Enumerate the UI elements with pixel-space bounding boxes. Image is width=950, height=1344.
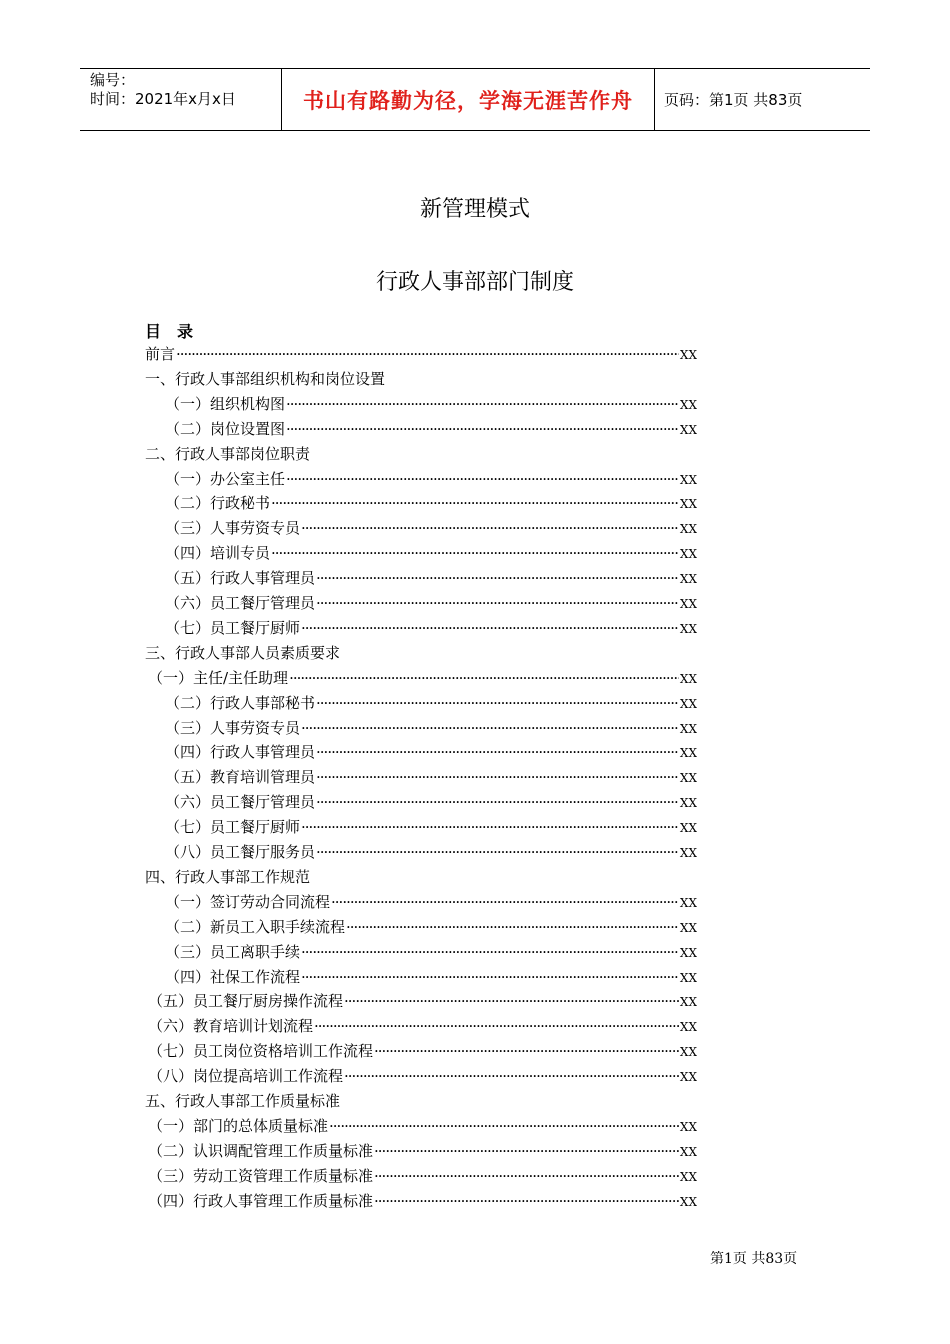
toc-entry-label: （三）人事劳资专员 (165, 718, 301, 737)
toc-entry[interactable] (148, 1164, 697, 1188)
toc-leader-dots (316, 790, 679, 814)
toc-entry-label: （七）员工岗位资格培训工作流程 (148, 1042, 374, 1061)
toc-entry-page: XX (679, 1194, 697, 1209)
toc-leader-dots (374, 1039, 679, 1063)
toc-entry-label: （二）岗位设置图 (165, 419, 286, 438)
toc-entry-label: （四）培训专员 (165, 544, 271, 563)
toc-entry[interactable] (165, 890, 697, 914)
toc-entry[interactable] (165, 790, 697, 814)
toc-entry-page: XX (679, 497, 697, 512)
toc-entry-label: 前言 (145, 345, 176, 363)
toc-heading: 目 录 (145, 322, 194, 341)
toc-entry-label: （三）人事劳资专员 (165, 519, 301, 538)
toc-leader-dots (286, 417, 679, 441)
toc-entry-label: （一）办公室主任 (165, 469, 286, 488)
toc-entry-label: （七）员工餐厅厨师 (165, 618, 301, 637)
toc-entry[interactable] (148, 1064, 697, 1088)
time-label: 时间：2021年x月x日 (90, 90, 236, 108)
toc-entry[interactable] (148, 989, 697, 1013)
toc-entry-page: XX (679, 696, 697, 711)
toc-leader-dots (301, 616, 679, 640)
toc-entry[interactable] (165, 915, 697, 939)
toc-entry-label: （二）行政秘书 (165, 494, 271, 513)
toc-leader-dots (271, 541, 679, 565)
toc-leader-dots (316, 591, 679, 615)
header-divider (654, 69, 655, 130)
toc-entry-label: （一）部门的总体质量标准 (148, 1116, 329, 1135)
toc-entry-label: （二）行政人事部秘书 (165, 693, 316, 712)
number-label: 编号： (90, 71, 136, 89)
toc-entry-page: XX (679, 895, 697, 910)
toc-entry-label: （五）行政人事管理员 (165, 569, 316, 588)
toc-entry[interactable] (165, 541, 697, 565)
toc-entry-page: XX (679, 422, 697, 437)
toc-leader-dots (316, 765, 679, 789)
toc-leader-dots (286, 467, 679, 491)
toc-entry-label: （六）教育培训计划流程 (148, 1017, 314, 1036)
toc-entry-page: XX (679, 1144, 697, 1159)
toc-entry-page: XX (679, 472, 697, 487)
toc-leader-dots (374, 1189, 679, 1213)
toc-entry-label: （一）主任/主任助理 (148, 668, 289, 687)
toc-entry-page: XX (679, 796, 697, 811)
toc-entry-label: （一）签订劳动合同流程 (165, 892, 331, 911)
toc-leader-dots (329, 1114, 679, 1138)
toc-entry-label: （三）员工离职手续 (165, 942, 301, 961)
toc-leader-dots (301, 516, 679, 540)
toc-entry[interactable] (165, 516, 697, 540)
toc-entry-label: （四）行政人事管理员 (165, 743, 316, 762)
toc-entry-label: （一）组织机构图 (165, 394, 286, 413)
toc-leader-dots (301, 965, 679, 989)
toc-leader-dots (301, 716, 679, 740)
toc-leader-dots (316, 691, 679, 715)
toc-leader-dots (271, 491, 679, 515)
toc-entry-label: （四）行政人事管理工作质量标准 (148, 1191, 374, 1210)
toc-entry-label: （八）员工餐厅服务员 (165, 843, 316, 861)
toc-entry-label: （五）员工餐厅厨房操作流程 (148, 992, 344, 1011)
toc-entry[interactable] (145, 367, 385, 391)
header-page-info: 页码：第1页 共83页 (664, 91, 803, 109)
toc-entry[interactable] (165, 616, 697, 640)
toc-entry-page: XX (679, 995, 697, 1010)
toc-leader-dots (316, 840, 679, 864)
toc-leader-dots (316, 566, 679, 590)
toc-entry-label: 四、行政人事部工作规范 (145, 867, 311, 886)
toc-entry[interactable] (165, 815, 697, 839)
toc-entry-page: XX (679, 547, 697, 562)
header-motto: 书山有路勤为径，学海无涯苦作舟 (303, 88, 633, 113)
header-meta (90, 71, 236, 109)
toc-entry-page: XX (679, 397, 697, 412)
toc-entry-page: XX (679, 846, 697, 860)
toc-entry-label: （二）认识调配管理工作质量标准 (148, 1141, 374, 1160)
toc-entry-page: XX (679, 721, 697, 736)
toc-entry[interactable] (165, 965, 697, 989)
page-subtitle: 行政人事部部门制度 (375, 270, 574, 295)
toc-entry[interactable] (165, 940, 697, 964)
toc-entry-label: （五）教育培训管理员 (165, 768, 316, 787)
toc-entry-page: XX (679, 1119, 697, 1134)
toc-entry-page: XX (679, 1045, 697, 1060)
page-title: 新管理模式 (419, 197, 530, 222)
toc-entry[interactable] (145, 865, 310, 889)
toc-leader-dots (374, 1139, 679, 1163)
toc-entry[interactable] (165, 417, 697, 441)
toc-entry[interactable] (165, 691, 697, 715)
toc-entry[interactable] (145, 641, 340, 665)
toc-entry-label: （七）员工餐厅厨师 (165, 818, 301, 837)
toc-entry-label: （六）员工餐厅管理员 (165, 594, 316, 612)
toc-leader-dots (301, 940, 679, 964)
toc-entry[interactable] (165, 392, 697, 416)
toc-entry-label: （三）劳动工资管理工作质量标准 (148, 1166, 374, 1185)
toc-leader-dots (316, 740, 679, 764)
toc-leader-dots (344, 989, 679, 1013)
toc-entry[interactable] (165, 716, 697, 740)
toc-leader-dots (301, 815, 679, 839)
toc-entry[interactable] (148, 1139, 697, 1163)
toc-entry-label: 二、行政人事部岗位职责 (145, 444, 311, 463)
toc-entry[interactable] (148, 1114, 697, 1138)
toc-leader-dots (346, 915, 679, 939)
toc-entry-page: XX (679, 572, 697, 587)
toc-entry-label: （二）新员工入职手续流程 (165, 917, 346, 936)
toc-entry-page: XX (679, 970, 697, 985)
toc-entry-page: XX (679, 771, 697, 786)
toc-entry-label: 一、行政人事部组织机构和岗位设置 (145, 369, 386, 388)
toc-leader-dots (344, 1064, 679, 1088)
toc-leader-dots (331, 890, 679, 914)
toc-entry-page: XX (679, 597, 697, 611)
toc-entry[interactable] (148, 1014, 697, 1038)
toc-entry-label: 三、行政人事部人员素质要求 (145, 643, 341, 662)
toc-entry[interactable] (165, 840, 697, 864)
toc-leader-dots (289, 666, 679, 690)
toc-entry-label: （八）岗位提高培训工作流程 (148, 1067, 344, 1086)
toc-entry-page: XX (679, 920, 697, 935)
toc-entry-page: XX (679, 1070, 697, 1085)
toc-entry[interactable] (145, 1089, 340, 1113)
toc-leader-dots (286, 392, 679, 416)
toc-entry-page: XX (679, 522, 697, 537)
toc-entry-page: XX (679, 746, 697, 761)
toc-entry-page: XX (679, 1169, 697, 1184)
toc-leader-dots (176, 342, 679, 366)
toc-leader-dots (374, 1164, 679, 1188)
toc-entry[interactable] (145, 442, 310, 466)
page-header (80, 68, 870, 131)
toc-entry[interactable] (165, 467, 697, 491)
toc-entry[interactable] (165, 491, 697, 515)
toc-entry[interactable] (145, 342, 697, 366)
toc-entry[interactable] (148, 1039, 697, 1063)
toc-entry-page: XX (679, 945, 697, 960)
toc-entry[interactable] (165, 765, 697, 789)
toc-leader-dots (314, 1014, 679, 1038)
toc-entry-page: XX (679, 1020, 697, 1035)
toc-entry-page: XX (679, 821, 697, 836)
toc-entry[interactable] (165, 566, 697, 590)
toc-entry-label: （四）社保工作流程 (165, 967, 301, 986)
toc-entry[interactable] (165, 591, 697, 615)
toc-entry[interactable] (148, 666, 697, 690)
toc-entry-label: （六）员工餐厅管理员 (165, 793, 316, 812)
toc-entry-label: 五、行政人事部工作质量标准 (145, 1092, 341, 1110)
toc-entry[interactable] (165, 740, 697, 764)
toc-entry-page: XX (679, 671, 697, 686)
toc-entry-page: XX (679, 348, 697, 362)
page-footer: 第1页 共83页 (710, 1251, 798, 1267)
toc-entry-page: XX (679, 621, 697, 636)
toc-entry[interactable] (148, 1189, 697, 1213)
